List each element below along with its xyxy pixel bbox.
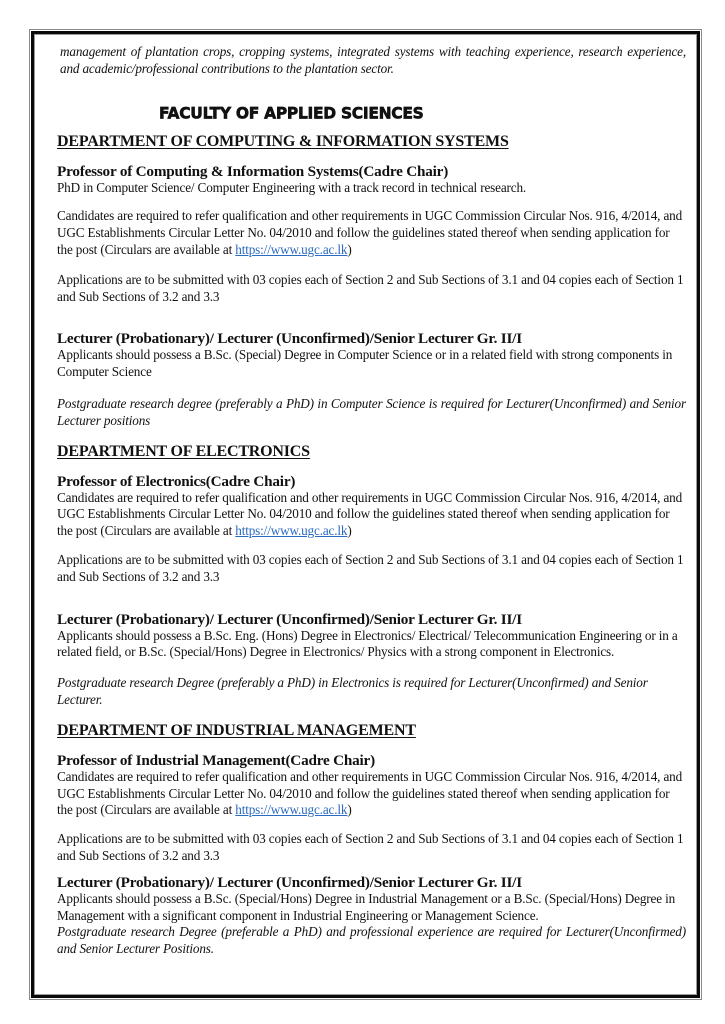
circular-paragraph <box>57 769 686 819</box>
applications-paragraph: Applications are to be submitted with 03 copies each of Section 2 and Sub Sections of 3.1 and 04 copies each of Section 1 and Sub Sections of 3.2 and 3.3 <box>57 831 684 863</box>
department-title: DEPARTMENT OF ELECTRONICS <box>57 442 310 460</box>
lecturer-post-title: Lecturer (Probationary)/ Lecturer (Unconfirmed)/Senior Lecturer Gr. II/I <box>57 330 522 348</box>
document-body <box>57 44 686 958</box>
circular-text: Candidates are required to refer qualification and other requirements in UGC Commission Circular Nos. 916, 4/2014, and UGC Establishments Circular Letter No. 04/2010 and follow the guidelines stated thereof when sending application for the post (Circulars are available at <box>57 208 683 257</box>
department-title: DEPARTMENT OF COMPUTING & INFORMATION SYSTEMS <box>57 132 509 150</box>
circular-end: ) <box>347 241 352 257</box>
lecturer-note: Postgraduate research Degree (preferable a PhD) and professional experience are required for Lecturer(Unconfirmed) and Senior Lecturer Positions. <box>57 924 686 957</box>
lecturer-note: Postgraduate research Degree (preferably a PhD) in Electronics is required for Lecturer(Unconfirmed) and Senior Lecturer. <box>57 675 648 707</box>
intro-paragraph: management of plantation crops, cropping systems, integrated systems with teaching experience, research experience, and academic/professional contributions to the plantation sector. <box>60 44 686 76</box>
professor-post-title: Professor of Electronics(Cadre Chair) <box>57 472 296 490</box>
applications-paragraph: Applications are to be submitted with 03 copies each of Section 2 and Sub Sections of 3.1 and 04 copies each of Section 1 and Sub Sections of 3.2 and 3.3 <box>57 551 684 584</box>
department-electronics <box>57 443 686 709</box>
circular-text: Candidates are required to refer qualification and other requirements in UGC Commission Circular Nos. 916, 4/2014, and UGC Establishments Circular Letter No. 04/2010 and follow the guidelines stated thereof when sending application for the post (Circulars are available at <box>57 489 683 539</box>
professor-post-title: Professor of Computing & Information Systems(Cadre Chair) <box>57 162 449 180</box>
lecturer-note: Postgraduate research degree (preferably a PhD) in Computer Science is required for Lecturer(Unconfirmed) and Senior Lecturer positions <box>57 395 686 428</box>
circular-paragraph <box>57 490 686 540</box>
department-computing <box>57 133 686 430</box>
applications-paragraph: Applications are to be submitted with 03 copies each of Section 2 and Sub Sections of 3.1 and 04 copies each of Section 1 and Sub Sections of 3.2 and 3.3 <box>57 271 684 304</box>
professor-post-title: Professor of Industrial Management(Cadre Chair) <box>57 751 375 769</box>
faculty-heading: FACULTY OF APPLIED SCIENCES <box>159 103 424 123</box>
professor-requirement: PhD in Computer Science/ Computer Engineering with a track record in technical research. <box>57 179 527 195</box>
lecturer-post-title: Lecturer (Probationary)/ Lecturer (Unconfirmed)/Senior Lecturer Gr. II/I <box>57 610 522 628</box>
department-title: DEPARTMENT OF INDUSTRIAL MANAGEMENT <box>57 721 416 739</box>
circular-end: ) <box>347 802 352 818</box>
circular-text: Candidates are required to refer qualification and other requirements in UGC Commission Circular Nos. 916, 4/2014, and UGC Establishments Circular Letter No. 04/2010 and follow the guidelines stated thereof when sending application for the post (Circulars are available at <box>57 768 683 818</box>
ugc-link[interactable]: https://www.ugc.ac.lk <box>235 802 348 818</box>
department-industrial-management <box>57 722 686 958</box>
ugc-link[interactable]: https://www.ugc.ac.lk <box>235 523 348 539</box>
circular-end: ) <box>347 523 352 539</box>
lecturer-requirement: Applicants should possess a B.Sc. Eng. (Hons) Degree in Electronics/ Electrical/ Telecommunication Engineering or in a related field, or B.Sc. (Special/Hons) Degree in Electronics/ Physics with a strong component in Electronics. <box>57 627 678 660</box>
lecturer-post-title: Lecturer (Probationary)/ Lecturer (Unconfirmed)/Senior Lecturer Gr. II/I <box>57 873 522 891</box>
lecturer-requirement: Applicants should possess a B.Sc. (Special) Degree in Computer Science or in a related field with strong components in Computer Science <box>57 347 673 380</box>
ugc-link[interactable]: https://www.ugc.ac.lk <box>235 241 348 257</box>
circular-paragraph <box>57 208 686 258</box>
lecturer-requirement: Applicants should possess a B.Sc. (Special/Hons) Degree in Industrial Management or a B.Sc. (Special/Hons) Degree in Management with a significant component in Industrial Engineering or Management Science. <box>57 890 676 923</box>
